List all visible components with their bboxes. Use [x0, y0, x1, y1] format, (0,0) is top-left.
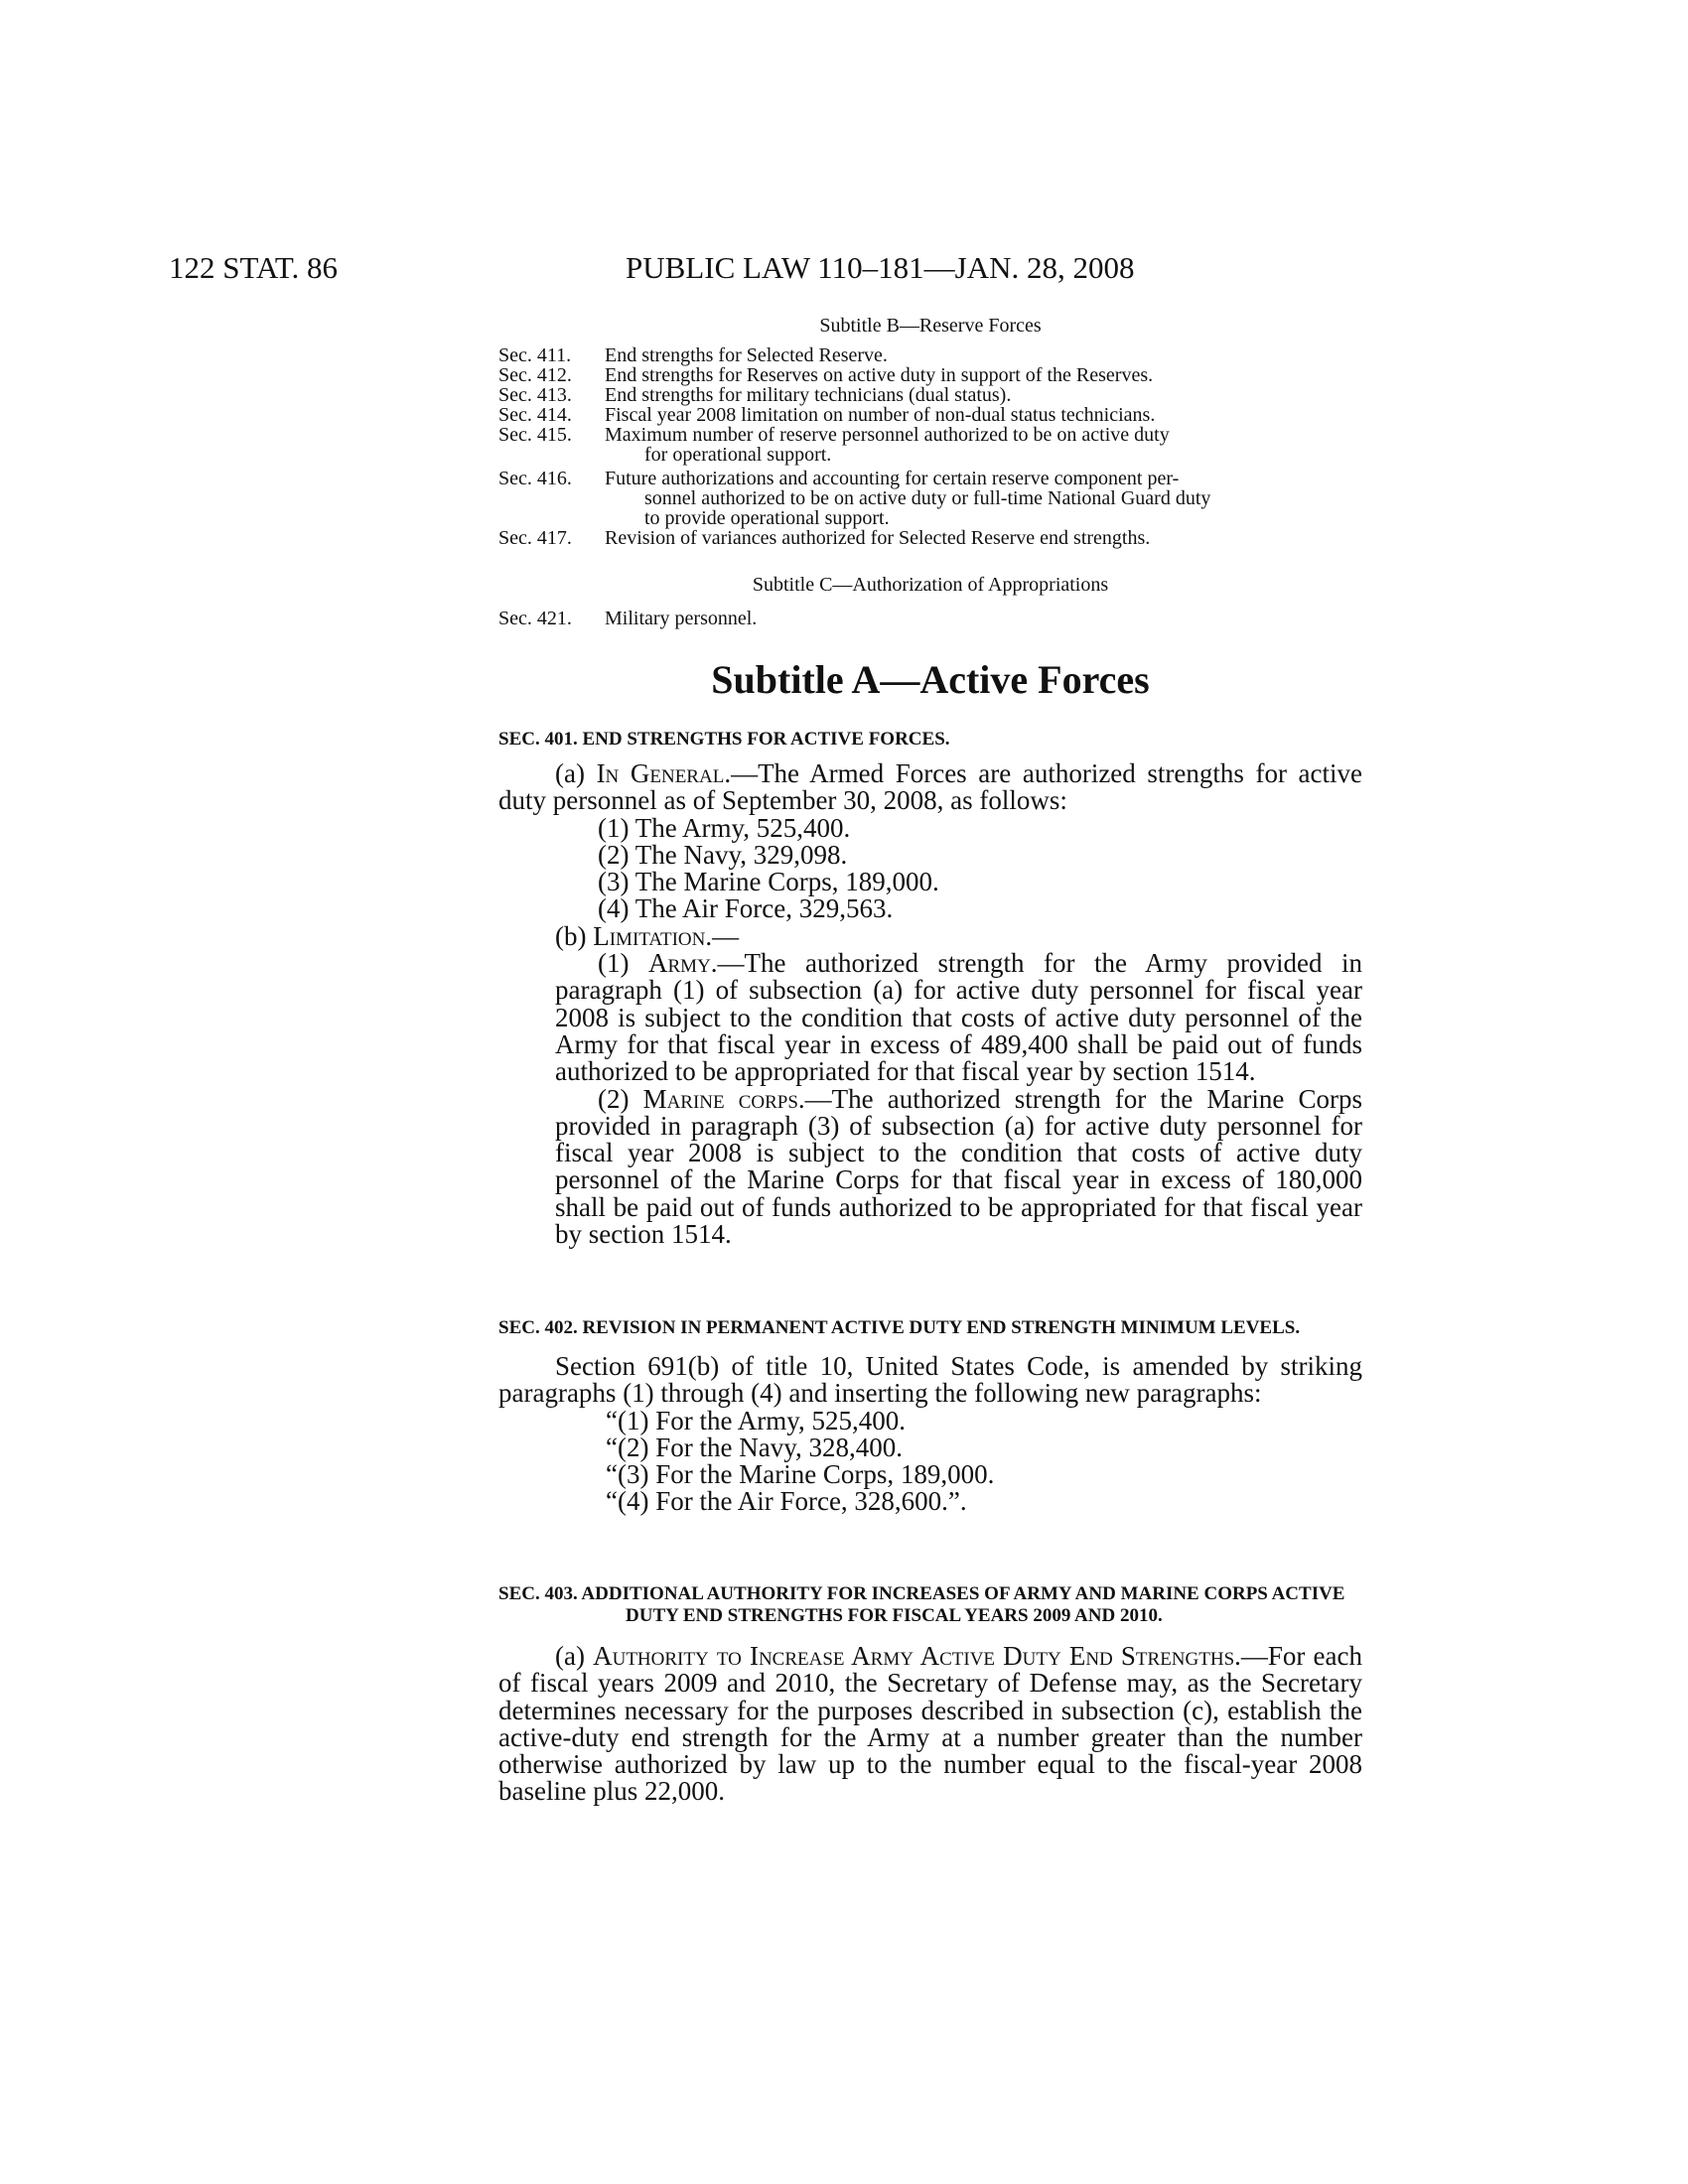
toc-entry: Sec. 415. Maximum number of reserve personnel authorized to be on active duty for operational support.: [498, 424, 1170, 466]
paragraph-b1: (1) Army.—The authorized strength for the Army provided in paragraph (1) of subsection (a) for active duty personnel for fiscal year 2008 is subject to the condition that costs of active duty personnel of the Army for that fiscal year in excess of 489,400 shall be paid out of funds authorized to be appropriated for that fiscal year by section 1514.: [555, 948, 1362, 1087]
paragraph-a: (a) Authority to Increase Army Active Duty End Strengths.—For each of fiscal years 2009 and 2010, the Secretary of Defense may, as the Secretary determines necessary for the purposes described in subsection (c), establish the active-duty end strength for the Army at a number greater than the number otherwise authorized by law up to the number equal to the fiscal-year 2008 baseline plus 22,000.: [498, 1641, 1362, 1807]
paragraph-b2: (2) Marine corps.—The authorized strength for the Marine Corps provided in paragraph (3) of subsection (a) for active duty personnel for fiscal year 2008 is subject to the condition that costs of active duty personnel of the Marine Corps for that fiscal year in excess of 180,000 shall be paid out of funds authorized to be appropriated for that fiscal year by section 1514.: [555, 1083, 1362, 1250]
paragraph-b: (b) Limitation.—: [555, 920, 740, 951]
toc-entry: Sec. 417. Revision of variances authorized for Selected Reserve end strengths.: [498, 527, 1151, 549]
toc-entry: Sec. 413. End strengths for military technicians (dual status).: [498, 384, 1012, 406]
list-item: “(3) For the Marine Corps, 189,000.: [606, 1459, 995, 1490]
list-item: (2) The Navy, 329,098.: [598, 839, 848, 870]
toc-subtitle-c: [498, 575, 1362, 628]
public-law-citation: PUBLIC LAW 110–181—JAN. 28, 2008: [626, 250, 1135, 285]
list-item: “(2) For the Navy, 328,400.: [606, 1432, 903, 1462]
list-item: (4) The Air Force, 329,563.: [598, 893, 894, 924]
section-401: [498, 729, 1362, 1248]
section-heading: SEC. 401. END STRENGTHS FOR ACTIVE FORCES.: [498, 729, 950, 750]
list-item: (1) The Army, 525,400.: [598, 812, 851, 843]
page-header: [169, 248, 1201, 288]
toc-entry: Sec. 421. Military personnel.: [498, 608, 758, 629]
toc-entry: Sec. 414. Fiscal year 2008 limitation on number of non-dual status technicians.: [498, 404, 1156, 426]
section-heading: SEC. 403. ADDITIONAL AUTHORITY FOR INCREASES OF ARMY AND MARINE CORPS ACTIVE DUTY END STRENGTHS FOR FISCAL YEARS 2009 AND 2010.: [498, 1583, 1345, 1626]
section-402: [498, 1317, 1362, 1516]
paragraph-a: (a) In General.—The Armed Forces are authorized strengths for active duty personnel as of September 30, 2008, as follows:: [498, 758, 1362, 816]
section-text: Section 691(b) of title 10, United States Code, is amended by striking paragraphs (1) through (4) and inserting the following new paragraphs:: [498, 1351, 1362, 1409]
toc-subtitle-b-heading: Subtitle B—Reserve Forces: [819, 315, 1042, 337]
subtitle-a-heading: Subtitle A—Active Forces: [711, 657, 1150, 702]
toc-subtitle-c-heading: Subtitle C—Authorization of Appropriations: [752, 574, 1109, 596]
page-number: 122 STAT. 86: [169, 250, 339, 285]
section-403: [498, 1583, 1362, 1806]
list-item: “(1) For the Army, 525,400.: [606, 1405, 906, 1435]
list-item: (3) The Marine Corps, 189,000.: [598, 867, 939, 897]
list-item: “(4) For the Air Force, 328,600.”.: [606, 1486, 967, 1517]
toc-entry: Sec. 416. Future authorizations and accounting for certain reserve component per- sonnel authorized to be on active duty or full-time National Guard duty to provide operational support.: [498, 468, 1211, 529]
toc-entry: Sec. 411. End strengths for Selected Reserve.: [498, 344, 888, 366]
section-heading: SEC. 402. REVISION IN PERMANENT ACTIVE DUTY END STRENGTH MINIMUM LEVELS.: [498, 1317, 1301, 1338]
toc-subtitle-b: [498, 316, 1362, 548]
toc-entry: Sec. 412. End strengths for Reserves on active duty in support of the Reserves.: [498, 364, 1154, 386]
